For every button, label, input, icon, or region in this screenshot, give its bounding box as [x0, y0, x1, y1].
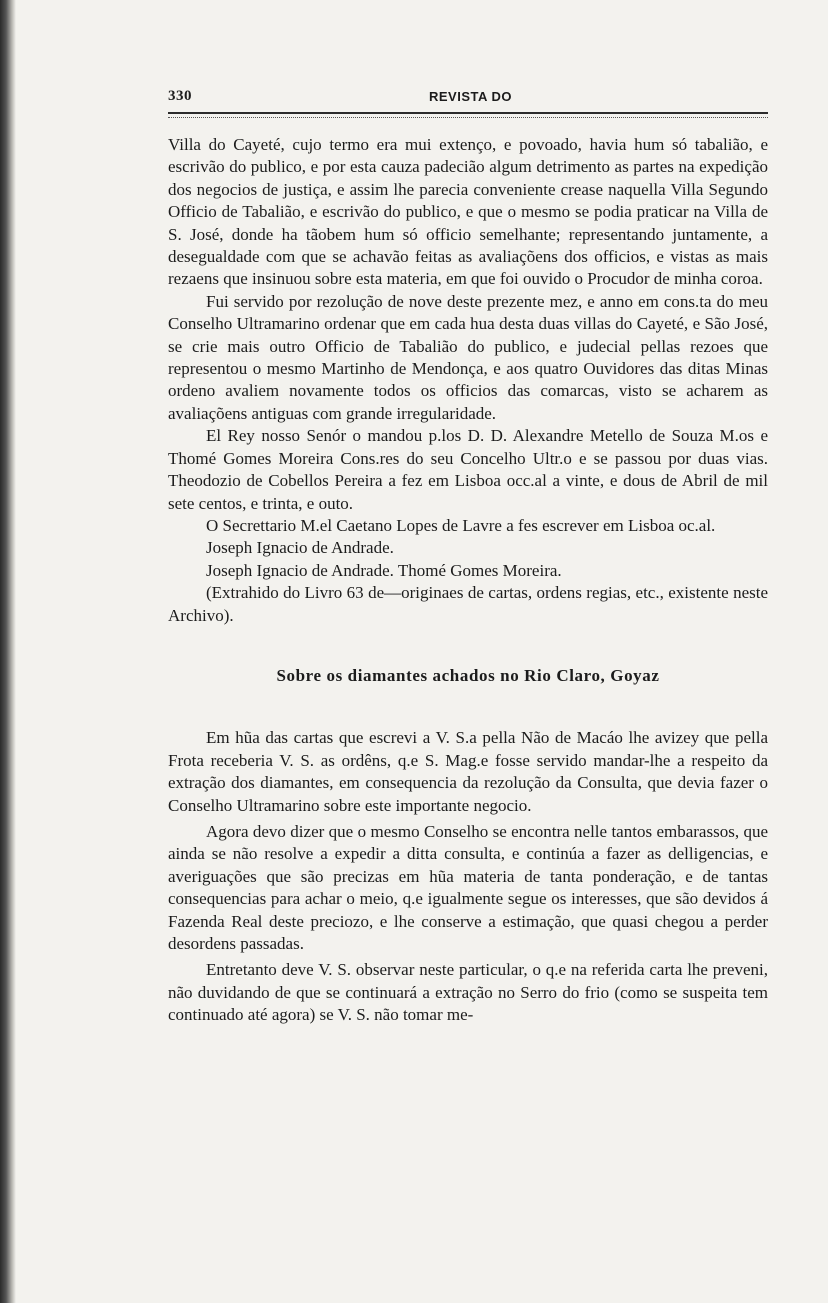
source-note: (Extrahido do Livro 63 de—originaes de cartas, ordens regias, etc., existente neste Archivo).	[168, 583, 768, 625]
paragraph: Em hũa das cartas que escrevi a V. S.a pella Não de Macáo lhe avizey que pella Frota receberia V. S. as ordêns, q.e S. Mag.e fosse servido mandar-lhe a respeito da extração dos diamantes, em consequencia da rezolução da Consulta, que devia fazer o Conselho Ultramarino sobre este importante negocio.	[168, 728, 768, 815]
paragraph: Entretanto deve V. S. observar neste particular, o q.e na referida carta lhe preveni, não duvidando de que se continuará a extração no Serro do frio (como se suspeita tem continuado até agora) se V. S. não tomar me-	[168, 960, 768, 1025]
paragraph: Villa do Cayeté, cujo termo era mui extenço, e povoado, havia hum só tabalião, e escrivão do publico, e por esta cauza padecião algum detrimento as partes na expedição dos negocios de justiça, e assim lhe parecia conveniente crease naquella Villa Segundo Officio de Tabalião, e escrivão do publico, e que o mesmo se podia praticar na Villa de S. José, donde ha tãobem hum só officio semelhante; representando juntamente, a desegualdade com que se achavão feitas as avaliaçõens dos officios, e vistas as mais rezaens que insinuou sobre esta materia, em que foi ouvido o Procudor de minha coroa.	[168, 135, 768, 289]
book-binding-edge	[0, 0, 16, 1303]
signature: Joseph Ignacio de Andrade.	[206, 538, 394, 558]
running-head: REVISTA DO	[429, 89, 513, 104]
section-body	[168, 727, 768, 1026]
page-number: 330	[168, 88, 192, 104]
signature: Joseph Ignacio de Andrade. Thomé Gomes Moreira.	[206, 560, 562, 580]
paragraph: O Secrettario M.el Caetano Lopes de Lavre a fes escrever em Lisboa oc.al.	[206, 515, 716, 535]
section-title: Sobre os diamantes achados no Rio Claro, Goyaz	[276, 665, 660, 685]
paragraph: Agora devo dizer que o mesmo Conselho se encontra nelle tantos embarassos, que ainda se não resolve a expedir a ditta consulta, e continúa a fazer as delligencias, e averiguações que são precizas em hũa materia de tanta ponderação, e de tantas consequencias para achar o meio, q.e igualmente segue os interesses, que são devidos á Fazenda Real deste preciozo, e lhe conserve a estimação, que quasi chegou a perder desordens passadas.	[168, 821, 768, 953]
header-rule	[168, 112, 768, 118]
paragraph: El Rey nosso Senór o mandou p.los D. D. Alexandre Metello de Souza M.os e Thomé Gomes Moreira Cons.res do seu Concelho Ultr.o e se passou por duas vias. Theodozio de Cobellos Pereira a fez em Lisboa occ.al a vinte, e dous de Abril de mil sete centos, e trinta, e outo.	[168, 426, 768, 513]
page-body	[168, 134, 768, 1031]
page-header	[168, 84, 768, 106]
book-page	[168, 84, 768, 1025]
paragraph: Fui servido por rezolução de nove deste prezente mez, e anno em cons.ta do meu Conselho Ultramarino ordenar que em cada hua desta duas villas do Cayeté, e São José, se crie mais outro Officio de Tabalião do publico, e judecial pellas rezoes que representou o mesmo Martinho de Mendonça, e aos quatro Ouvidores das ditas Minas ordeno avaliem novamente todos os officios das comarcas, visto se acharem as avaliaçõens antiguas com grande irregularidade.	[168, 291, 768, 423]
